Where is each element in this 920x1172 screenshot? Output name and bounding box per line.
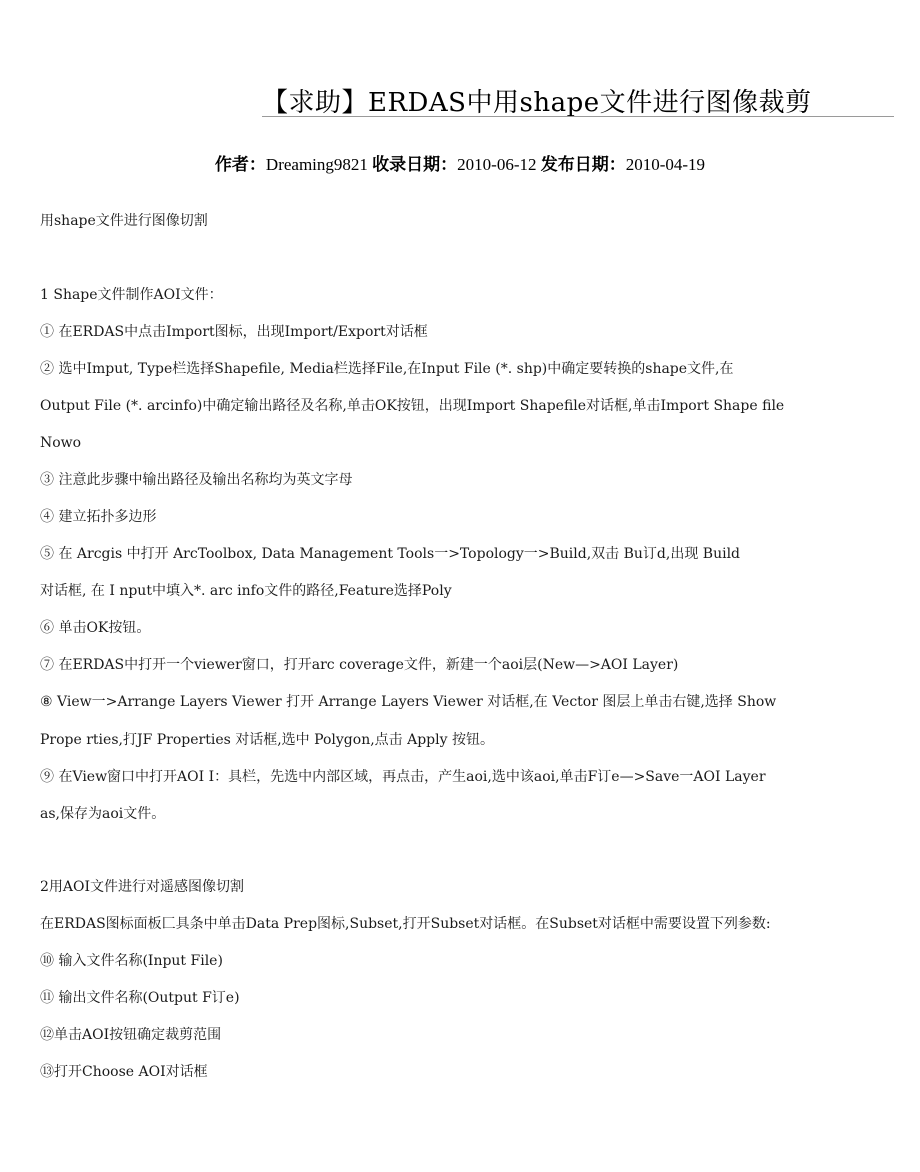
- body-line: ① 在ERDAS中点击Import图标，出现Import/Export对话框: [40, 324, 428, 340]
- body-line: 1 Shape文件制作AOI文件：: [40, 287, 223, 303]
- collected-date: 2010-06-12: [457, 155, 537, 174]
- body-line: Prope rties,打JF Properties 对话框,选中 Polygon,点击 Apply 按钮。: [40, 732, 494, 748]
- body-line: 用shape文件进行图像切割: [40, 213, 208, 229]
- body-line: as,保存为aoi文件。: [40, 806, 166, 822]
- published-date-label: 发布日期：: [540, 155, 626, 174]
- body-line: 2用AOI文件进行对遥感图像切割: [40, 879, 245, 895]
- body-line: ⑩ 输入文件名称(Input File): [40, 953, 223, 969]
- document-meta: [0, 150, 920, 175]
- body-line: ③ 注意此步骤中输出路径及输出名称均为英文字母: [40, 472, 353, 488]
- body-line: ⑫单击AOI按钮确定裁剪范围: [40, 1027, 222, 1043]
- body-line: Output File (*. arcinfo)中确定输出路径及名称,单击OK按钮，出现Import Shapefile对话框,单击Import Shape file: [40, 398, 785, 414]
- body-line: ⑤ 在 Arcgis 中打开 ArcToolbox, Data Management Tools一>Topology一>Build,双击 Bu订d,出现 Build: [40, 546, 741, 562]
- body-line: ⑬打开Choose AOI对话框: [40, 1064, 208, 1080]
- body-line: ⑪ 输出文件名称(Output F订e): [40, 990, 240, 1006]
- author-label: 作者：: [214, 155, 266, 174]
- title-underline: [262, 116, 894, 117]
- body-line: Nowo: [40, 435, 82, 451]
- body-line: 对话框, 在 I nput中填入*. arc info文件的路径,Feature选择Poly: [40, 583, 452, 599]
- author-name: Dreaming9821: [265, 155, 368, 174]
- body-line: ⑨ 在View窗口中打开AOI I：具栏，先选中内部区域，再点击，产生aoi,选中该aoi,单击F订e—>Save一AOI Layer: [40, 769, 766, 785]
- body-line: 在ERDAS图标面板匚具条中单击Data Prep图标,Subset,打开Subset对话框。在Subset对话框中需要设置下列参数:: [40, 916, 771, 932]
- body-line: ⑦ 在ERDAS中打开一个viewer窗口，打开arc coverage文件，新建一个aoi层(New—>AOI Layer): [40, 657, 679, 673]
- published-date: 2010-04-19: [625, 155, 706, 174]
- body-line: ② 选中Imput, Type栏选择Shapefile, Media栏选择File,在Input File (*. shp)中确定要转换的shape文件,在: [40, 361, 734, 377]
- document-title: 【求助】ERDAS中用shape文件进行图像裁剪: [262, 88, 812, 118]
- body-line: ⑧ View一>Arrange Layers Viewer 打开 Arrange Layers Viewer 对话框,在 Vector 图层上单击右键,选择 Show: [40, 694, 777, 710]
- body-line: ⑥ 单击OK按钮。: [40, 620, 151, 636]
- collected-date-label: 收录日期：: [372, 155, 458, 174]
- body-line: ④ 建立拓扑多边形: [40, 509, 157, 525]
